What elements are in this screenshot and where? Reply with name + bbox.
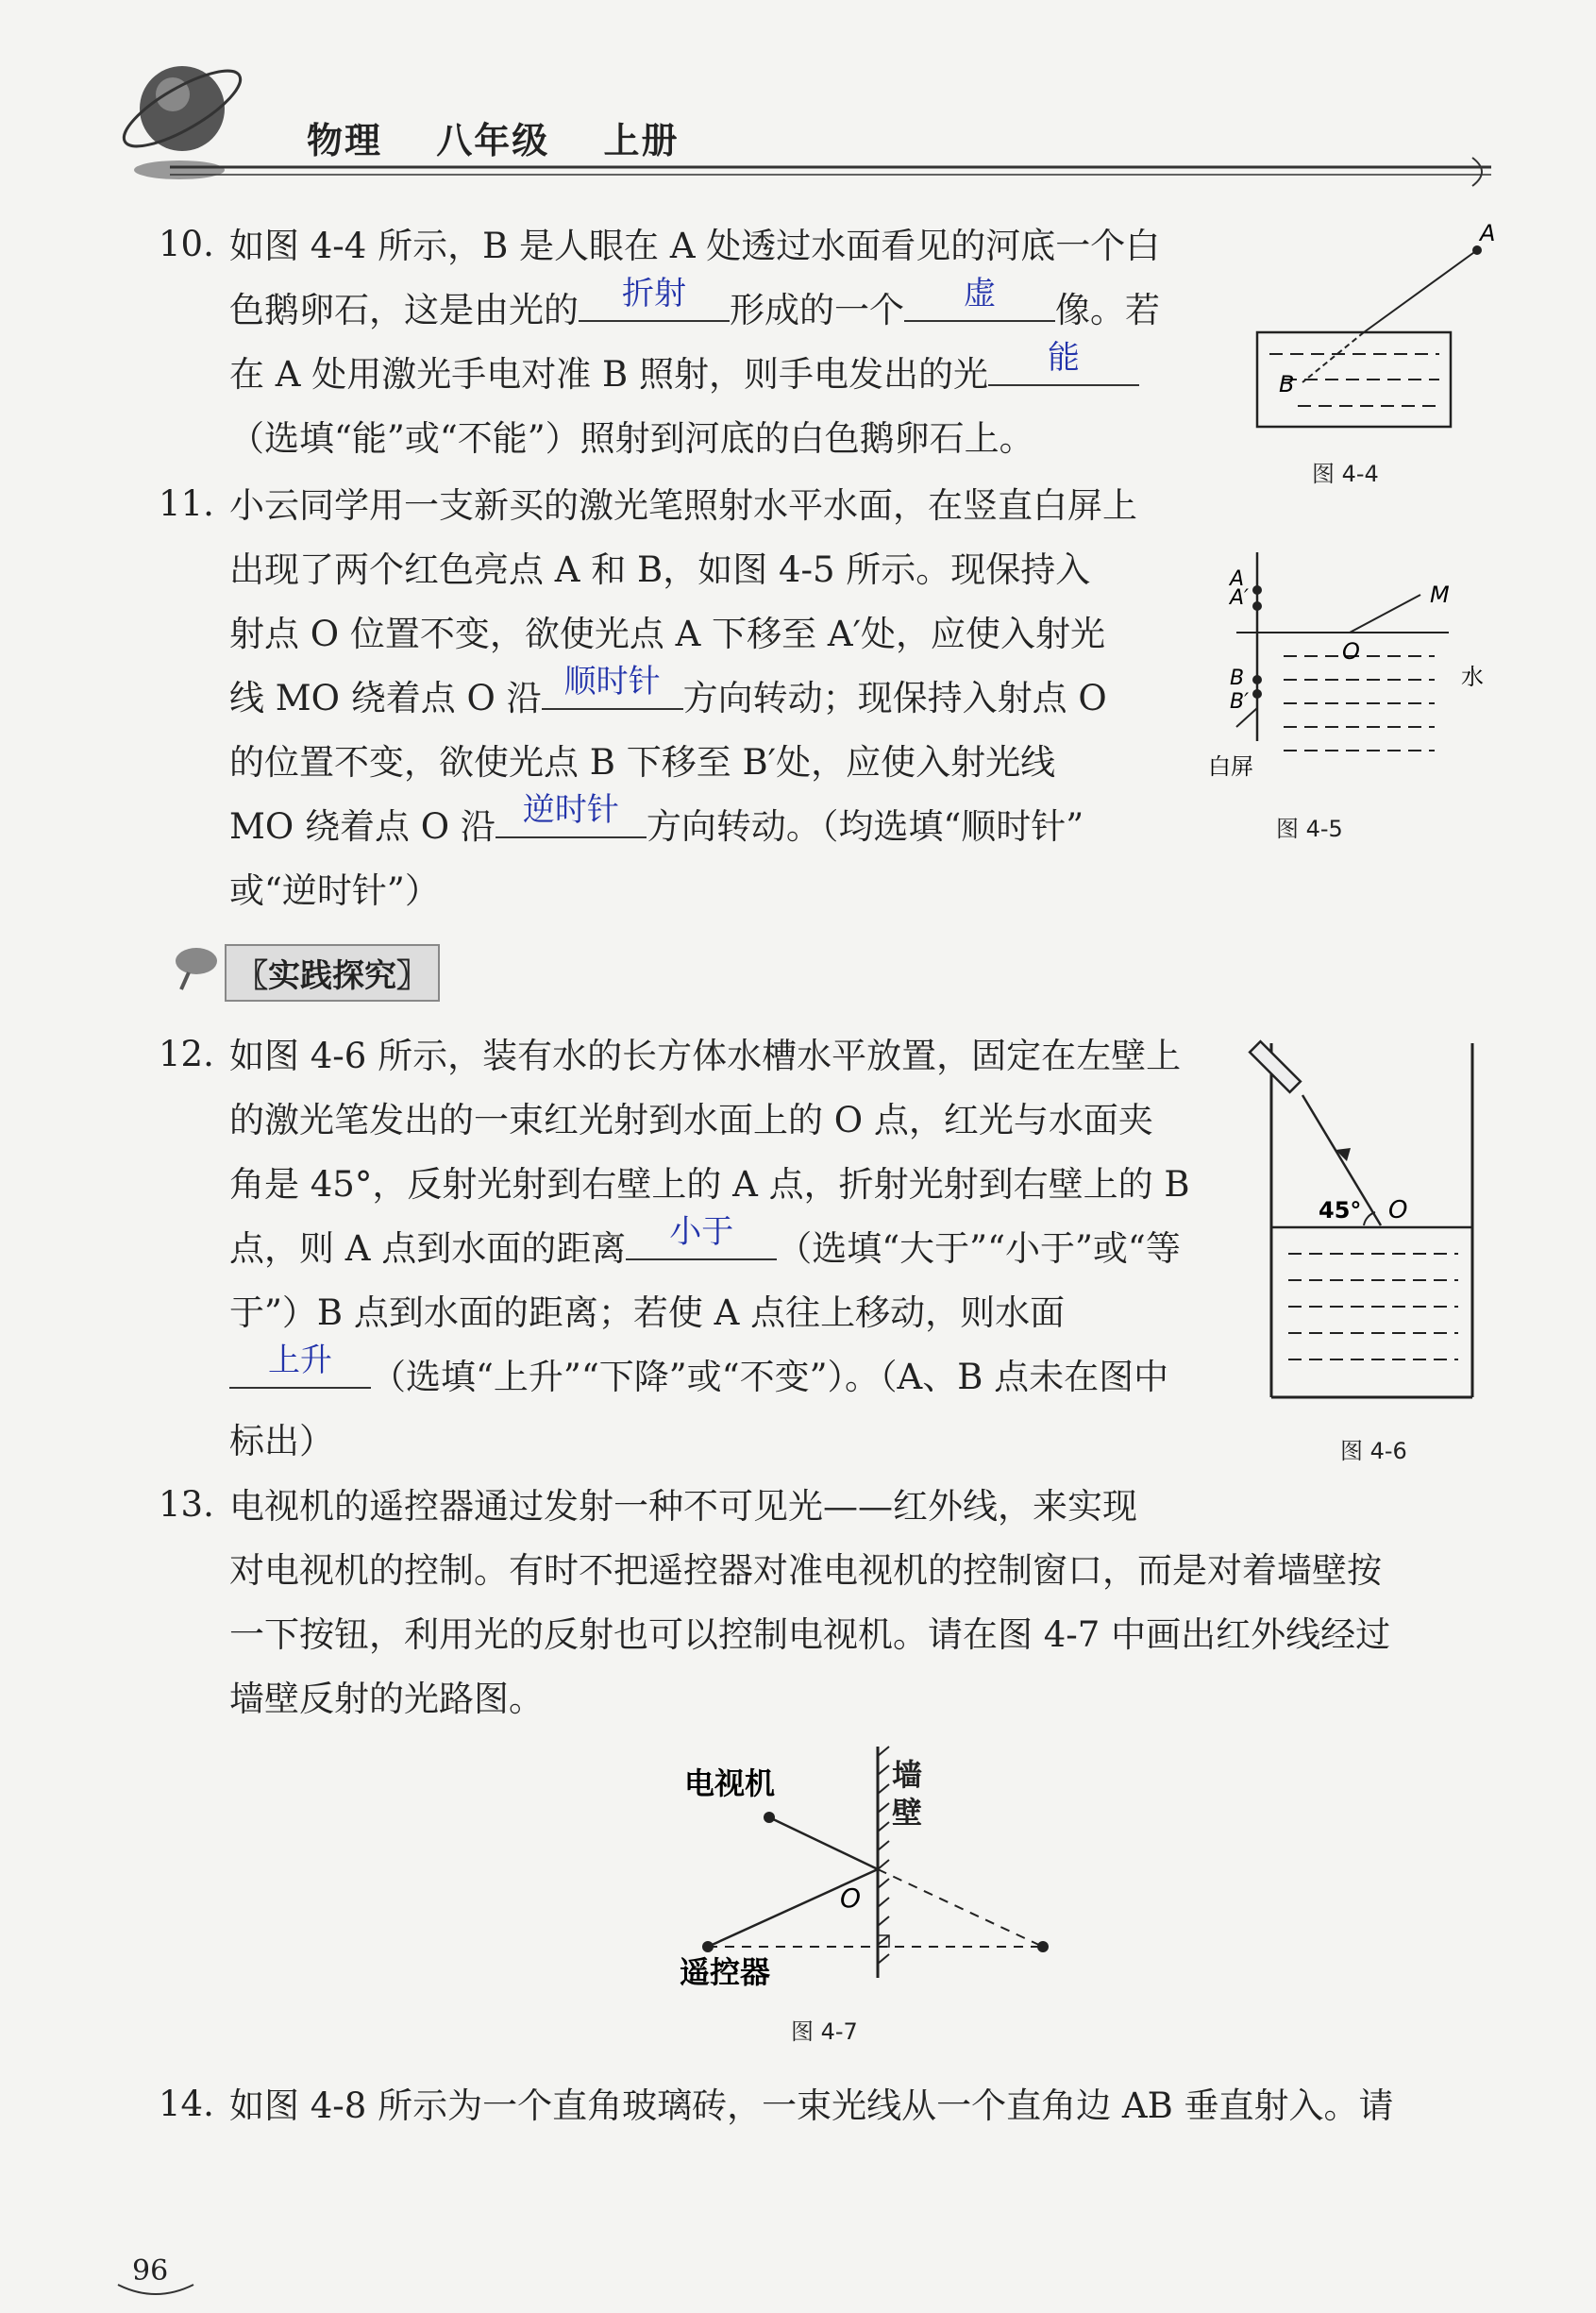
fig45-label-b: B <box>1230 667 1245 690</box>
q11-answer2: 逆时针 <box>522 791 619 829</box>
q10-number: 10. <box>159 224 214 264</box>
header-subject: 物理 <box>307 120 383 161</box>
section-icon <box>170 935 227 991</box>
q12-line4-b: （选填“大于”“小于”或“等 <box>777 1228 1181 1269</box>
q12-line4-a: 点，则 A 点到水面的距离 <box>229 1228 627 1269</box>
q11-line2: 出现了两个红色亮点 A 和 B，如图 4-5 所示。现保持入 <box>229 549 1091 590</box>
fig45-caption: 图 4-5 <box>1276 816 1343 842</box>
fig45-label-water: 水 <box>1461 664 1484 690</box>
fig47-caption: 图 4-7 <box>791 2018 858 2045</box>
q10-line2-a: 色鹅卵石，这是由光的 <box>229 290 579 330</box>
q11-blank2[interactable] <box>496 791 647 838</box>
q10-answer3: 能 <box>1047 339 1080 377</box>
q12-line3: 角是 45°，反射光射到右壁上的 A 点，折射光射到右壁上的 B <box>229 1164 1190 1205</box>
q10-blank1[interactable] <box>579 275 730 322</box>
fig44-label-b: B <box>1279 371 1295 397</box>
fig45-label-o: O <box>1342 638 1360 665</box>
figure-4-6 <box>1260 1038 1505 1416</box>
fig46-label-angle: 45° <box>1319 1197 1362 1224</box>
q11-line4-a: 线 MO 绕着点 O 沿 <box>229 678 542 718</box>
section-title: 〖实践探究〗 <box>225 944 440 1002</box>
q11-line6-b: 方向转动。（均选填“顺时针” <box>646 806 1084 847</box>
q13-line4: 墙壁反射的光路图。 <box>229 1679 544 1719</box>
fig45-label-screen: 白屏 <box>1208 753 1253 780</box>
q11-blank1[interactable] <box>542 663 683 710</box>
header-volume: 上册 <box>603 120 680 161</box>
q12-line1: 如图 4-6 所示，装有水的长方体水槽水平放置，固定在左壁上 <box>229 1036 1182 1076</box>
q11-line6 <box>229 791 1084 859</box>
q12-line2: 的激光笔发出的一束红光射到水面上的 O 点，红光与水面夹 <box>229 1100 1153 1140</box>
q10-line1: 如图 4-4 所示，B 是人眼在 A 处透过水面看见的河底一个白 <box>229 226 1161 266</box>
q11-answer1: 顺时针 <box>563 663 661 701</box>
q12-number: 12. <box>159 1034 214 1074</box>
fig45-label-m: M <box>1430 582 1450 608</box>
q11-line4-b: 方向转动；现保持入射点 O <box>682 678 1107 718</box>
q13-line2: 对电视机的控制。有时不把遥控器对准电视机的控制窗口，而是对着墙壁按 <box>229 1550 1382 1591</box>
fig47-label-tv: 电视机 <box>684 1765 776 1801</box>
fig45-label-b2: B′ <box>1230 690 1250 714</box>
q10-answer2: 虚 <box>964 275 996 312</box>
q10-line3 <box>229 339 1139 407</box>
fig46-caption: 图 4-6 <box>1340 1438 1407 1464</box>
header-rule <box>170 156 1510 194</box>
fig47-label-remote: 遥控器 <box>680 1954 771 1990</box>
q11-line5: 的位置不变，欲使光点 B 下移至 B′处，应使入射光线 <box>229 742 1056 783</box>
page-number-decoration <box>113 2283 198 2302</box>
q11-number: 11. <box>159 483 214 524</box>
q12-answer1: 小于 <box>669 1213 734 1251</box>
q11-line7: 或“逆时针”） <box>229 870 440 911</box>
q10-blank3[interactable] <box>988 339 1139 386</box>
q10-blank2[interactable] <box>904 275 1055 322</box>
q13-line3: 一下按钮，利用光的反射也可以控制电视机。请在图 4-7 中画出红外线经过 <box>229 1614 1391 1655</box>
header-grade: 八年级 <box>436 120 550 161</box>
q11-line4 <box>229 663 1107 731</box>
q12-line6 <box>229 1342 1169 1410</box>
q10-line2-c: 像。若 <box>1055 290 1160 330</box>
fig45-label-a2: A′ <box>1230 586 1250 610</box>
q10-line4: （选填“能”或“不能”）照射到河底的白色鹅卵石上。 <box>229 418 1034 459</box>
q11-line1: 小云同学用一支新买的激光笔照射水平水面，在竖直白屏上 <box>229 485 1137 526</box>
q10-answer1: 折射 <box>622 275 686 312</box>
fig44-caption: 图 4-4 <box>1312 461 1379 487</box>
q13-line1: 电视机的遥控器通过发射一种不可见光——红外线，来实现 <box>229 1486 1137 1527</box>
q11-line3: 射点 O 位置不变，欲使光点 A 下移至 A′处，应使入射光 <box>229 614 1105 654</box>
q10-line2-b: 形成的一个 <box>730 290 904 330</box>
fig47-label-o: O <box>840 1882 862 1914</box>
q12-line4 <box>229 1213 1181 1281</box>
fig47-label-wall: 墙壁 <box>892 1757 923 1831</box>
q13-number: 13. <box>159 1484 214 1525</box>
q14-number: 14. <box>159 2084 214 2124</box>
figure-4-4 <box>1246 217 1529 444</box>
figure-4-7 <box>680 1737 1076 2001</box>
q10-line3-a: 在 A 处用激光手电对准 B 照射，则手电发出的光 <box>229 354 988 395</box>
page-number: 96 <box>132 2254 169 2288</box>
figure-4-5 <box>1208 548 1510 793</box>
q14-line1: 如图 4-8 所示为一个直角玻璃砖，一束光线从一个直角边 AB 垂直射入。请 <box>229 2085 1394 2126</box>
fig46-label-o: O <box>1388 1196 1408 1224</box>
q12-line5: 于”）B 点到水面的距离；若使 A 点往上移动，则水面 <box>229 1292 1066 1333</box>
q12-line7: 标出） <box>229 1421 334 1461</box>
q12-answer2: 上升 <box>268 1342 332 1379</box>
q11-line6-a: MO 绕着点 O 沿 <box>229 806 496 847</box>
fig44-label-a: A <box>1480 220 1496 246</box>
q12-line6-b: （选填“上升”“下降”或“不变”）。（A、B 点未在图中 <box>371 1357 1169 1397</box>
fig45-label-a: A <box>1230 567 1245 591</box>
q12-blank1[interactable] <box>626 1213 777 1260</box>
q12-blank2[interactable] <box>229 1342 371 1389</box>
